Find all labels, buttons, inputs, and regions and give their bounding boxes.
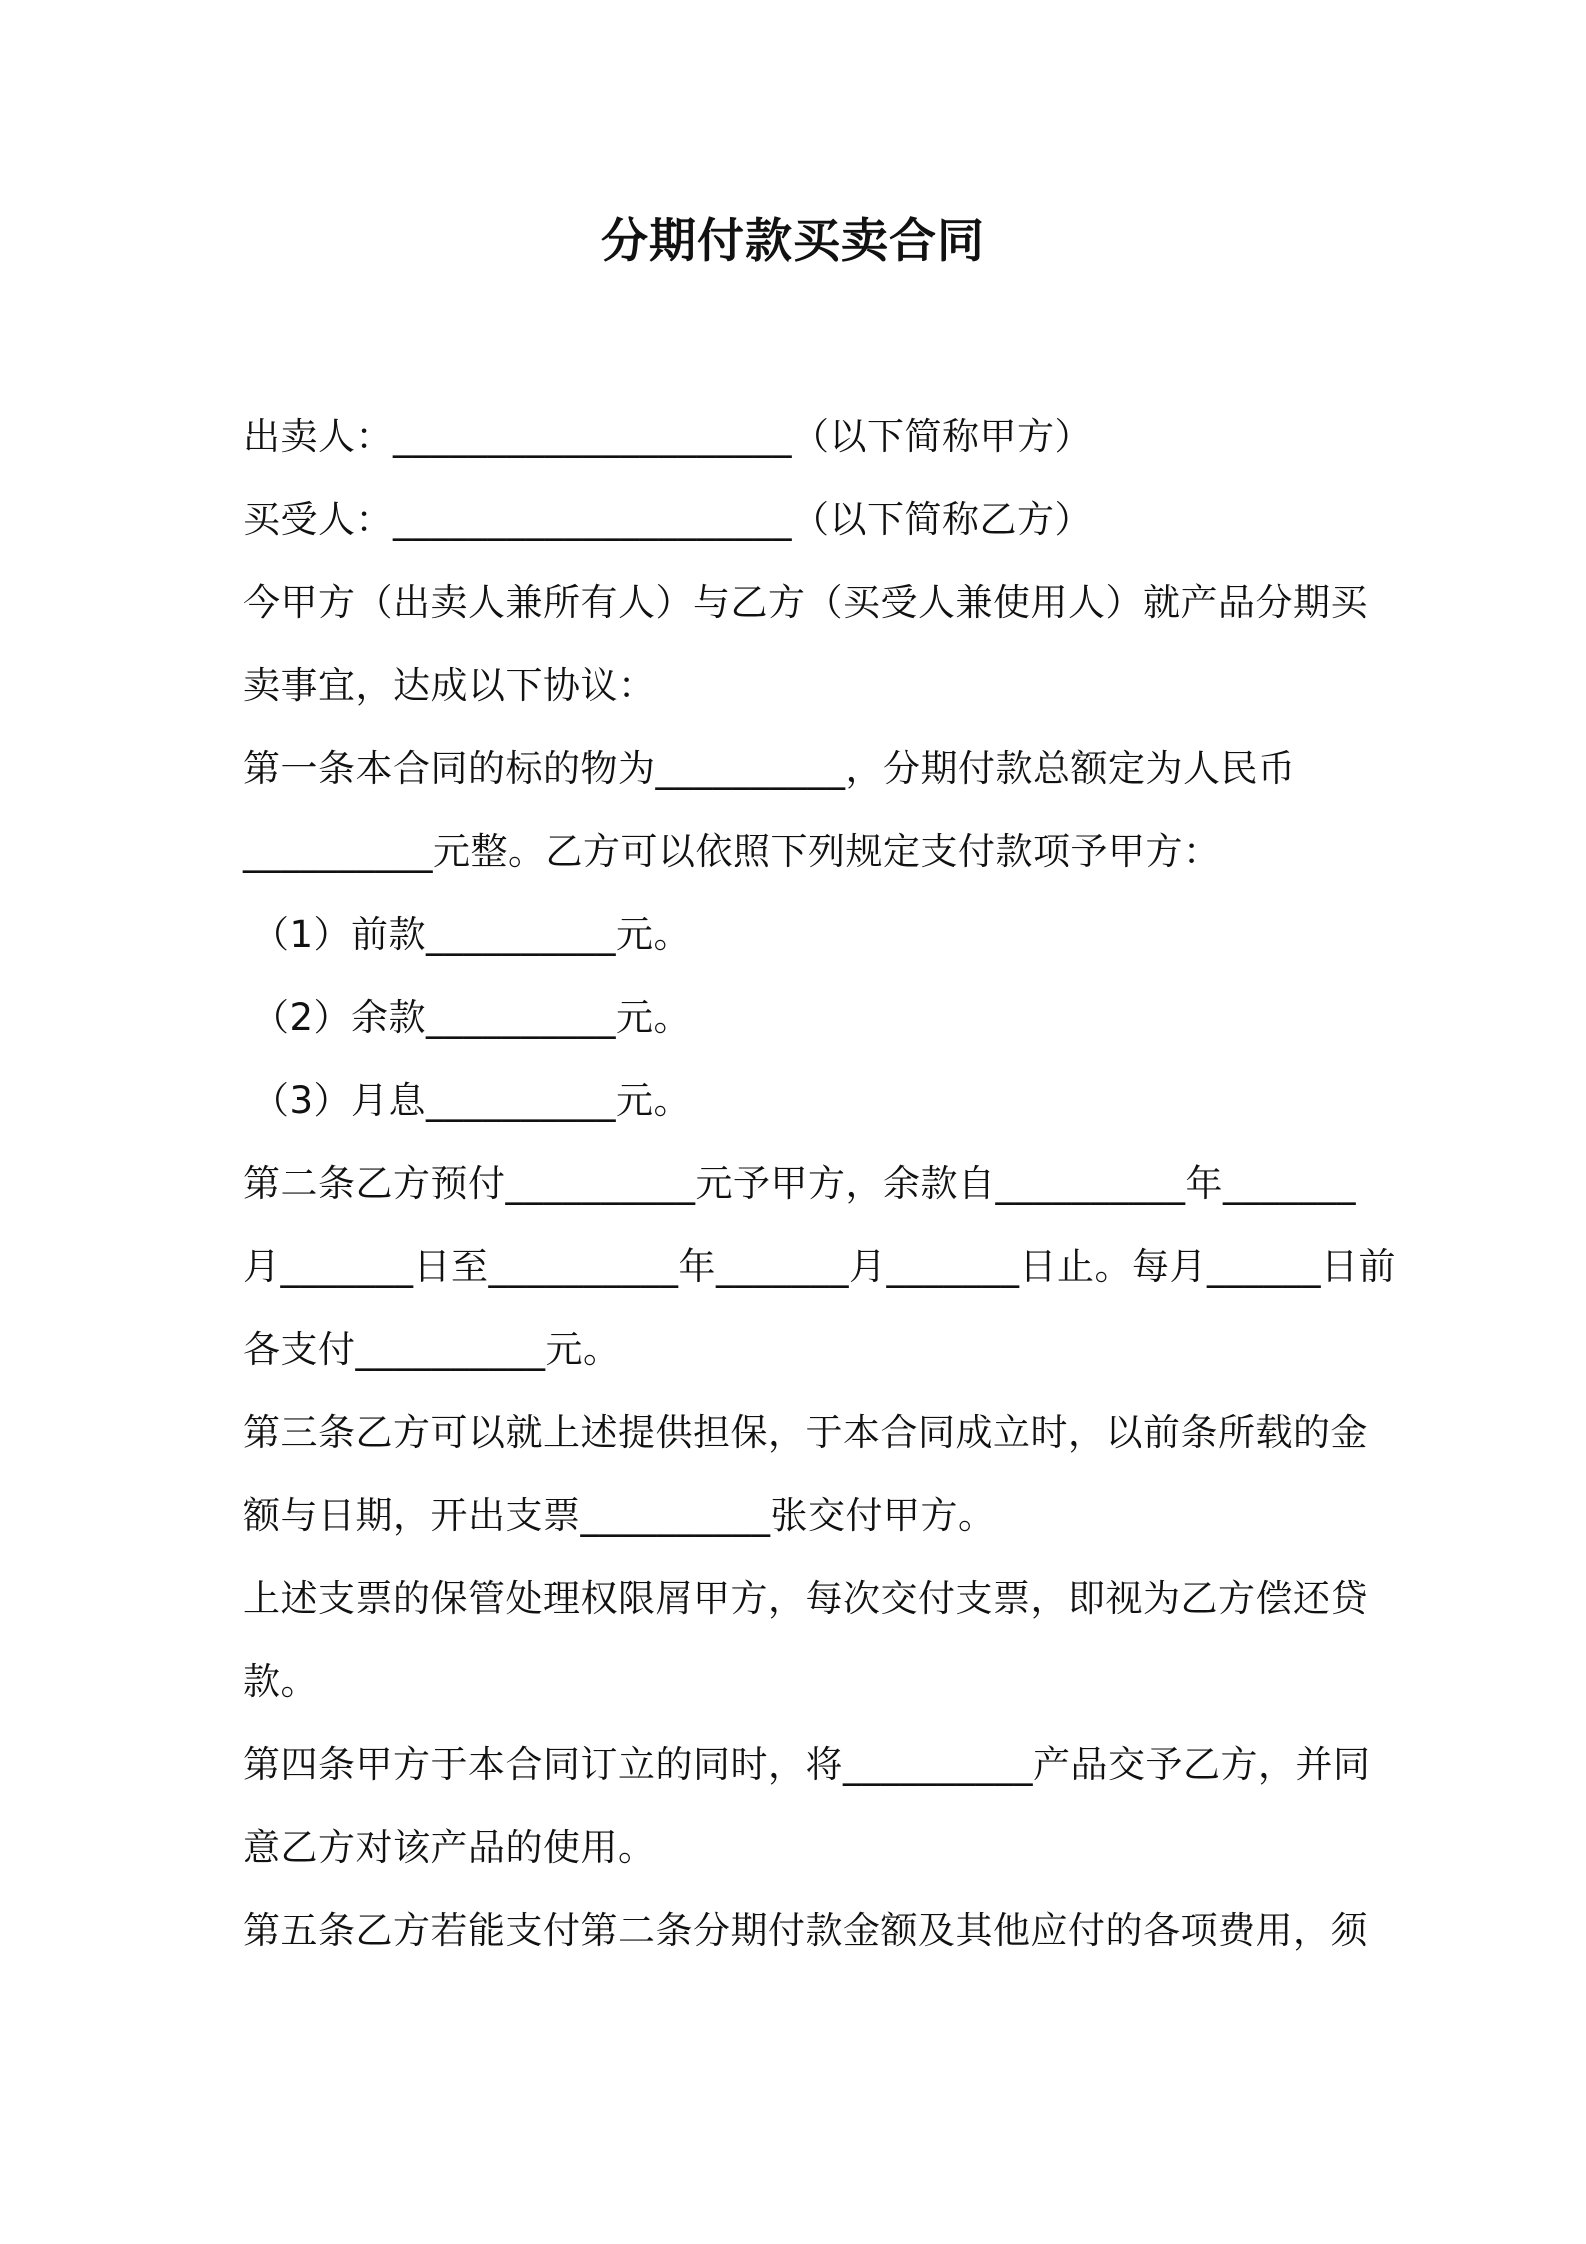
article-2-line-2: 月_______日至__________年_______月_______日止。每月______日前	[243, 1245, 1396, 1288]
article-3-line-4: 款。	[243, 1660, 318, 1703]
article-2-line-1: 第二条乙方预付__________元予甲方，余款自__________年_______	[243, 1162, 1356, 1205]
article-1-item-1: （1）前款__________元。	[252, 913, 692, 956]
article-3-line-1: 第三条乙方可以就上述提供担保，于本合同成立时，以前条所载的金	[243, 1411, 1368, 1454]
article-1-item-2: （2）余款__________元。	[252, 996, 692, 1039]
article-3-line-2: 额与日期，开出支票__________张交付甲方。	[243, 1494, 996, 1537]
article-1-line-2: __________元整。乙方可以依照下列规定支付款项予甲方：	[243, 830, 1221, 873]
seller-line: 出卖人：_____________________（以下简称甲方）	[243, 415, 1092, 458]
article-4-line-1: 第四条甲方于本合同订立的同时，将__________产品交予乙方，并同	[243, 1743, 1371, 1786]
document-title: 分期付款买卖合同	[601, 214, 985, 269]
article-1-item-3: （3）月息__________元。	[252, 1079, 692, 1122]
buyer-line: 买受人：_____________________（以下简称乙方）	[243, 498, 1092, 541]
article-1-line-1: 第一条本合同的标的物为__________，分期付款总额定为人民币	[243, 747, 1296, 790]
preamble-line-1: 今甲方（出卖人兼所有人）与乙方（买受人兼使用人）就产品分期买	[243, 581, 1368, 624]
article-5-line-1: 第五条乙方若能支付第二条分期付款金额及其他应付的各项费用，须	[243, 1909, 1368, 1952]
article-2-line-3: 各支付__________元。	[243, 1328, 621, 1371]
article-4-line-2: 意乙方对该产品的使用。	[243, 1826, 656, 1869]
article-3-line-3: 上述支票的保管处理权限屑甲方，每次交付支票，即视为乙方偿还贷	[243, 1577, 1368, 1620]
preamble-line-2: 卖事宜，达成以下协议：	[243, 664, 656, 707]
